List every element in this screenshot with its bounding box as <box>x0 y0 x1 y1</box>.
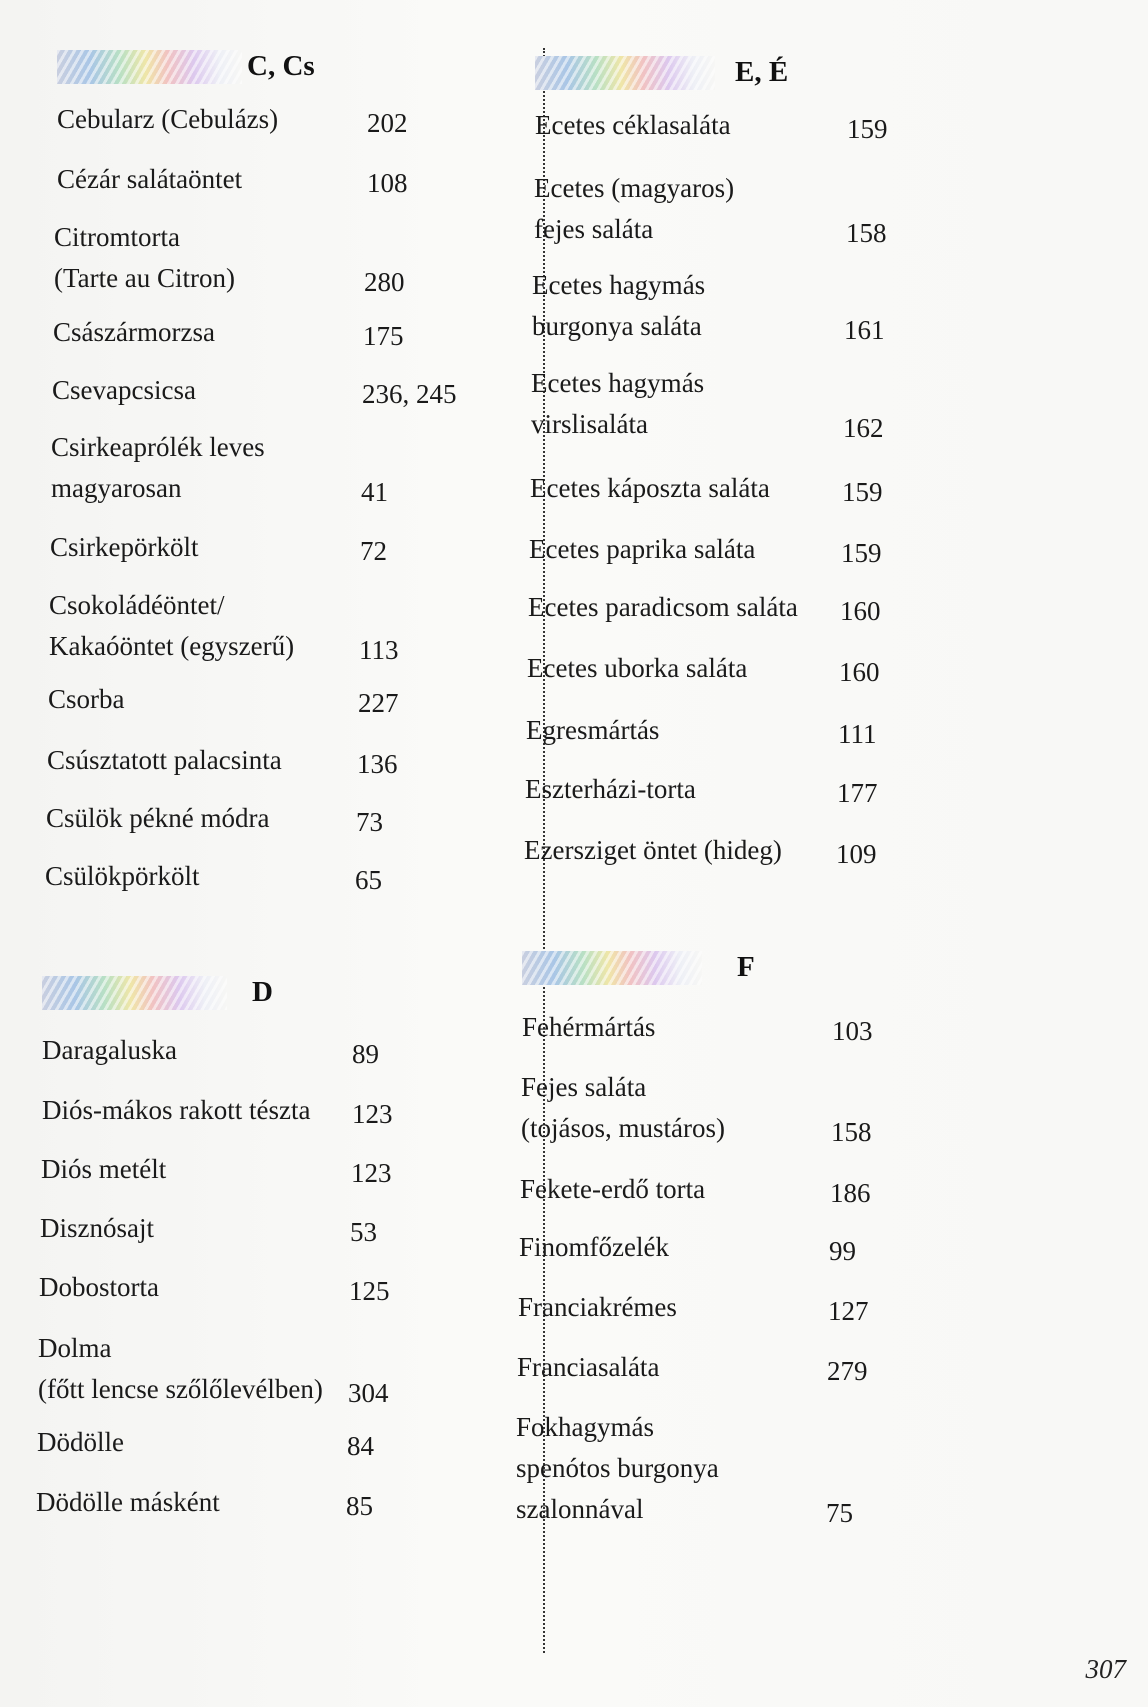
entry-name: Egresmártás <box>526 715 660 745</box>
entry-name: Finomfőzelék <box>519 1232 669 1262</box>
entry-name: Diós metélt <box>41 1154 167 1184</box>
index-entry <box>47 740 467 781</box>
entry-page-number: 75 <box>826 1498 853 1528</box>
entry-name: Csokoládéöntet/ <box>49 590 225 620</box>
entry-page-number: 65 <box>355 865 382 895</box>
entry-name: magyarosan <box>51 473 182 503</box>
entry-name: Fehérmártás <box>522 1012 656 1042</box>
entry-page-number: 73 <box>356 807 383 837</box>
entry-name: Franciakrémes <box>518 1292 677 1322</box>
index-entry <box>517 1347 937 1388</box>
entry-name: Fekete-erdő torta <box>520 1174 706 1204</box>
entry-page-number: 175 <box>363 321 404 351</box>
entry-name: Csirkeaprólék leves <box>51 432 265 462</box>
entry-page-number: 177 <box>837 778 878 808</box>
entry-page-number: 236, 245 <box>362 379 457 409</box>
entry-page-number: 160 <box>839 657 880 687</box>
section-letter: F <box>737 951 755 983</box>
entry-name: Cézár salátaöntet <box>57 164 243 194</box>
entry-name: szalonnával <box>516 1494 644 1524</box>
entry-page-number: 84 <box>347 1431 374 1461</box>
index-entry <box>525 769 947 810</box>
section-e <box>524 50 955 950</box>
index-entry <box>53 312 473 353</box>
entry-name: burgonya saláta <box>532 311 702 341</box>
entry-name: Dolma <box>38 1333 112 1363</box>
index-entry <box>520 1169 940 1210</box>
entry-name: Ecetes káposzta saláta <box>530 473 770 503</box>
entry-page-number: 111 <box>838 719 877 749</box>
entry-page-number: 279 <box>827 1356 868 1386</box>
section-letter: E, É <box>735 56 789 88</box>
entry-name: Diós-mákos rakott tészta <box>42 1095 311 1125</box>
page-number: 307 <box>1085 1654 1126 1684</box>
entry-page-number: 109 <box>836 839 877 869</box>
index-entry <box>535 105 957 146</box>
entry-page-number: 99 <box>829 1236 856 1266</box>
index-entry <box>37 1422 457 1463</box>
index-entry <box>529 529 951 570</box>
index-entry <box>518 1287 938 1328</box>
index-entry <box>516 1407 936 1530</box>
index-entry <box>41 1149 461 1190</box>
entry-name: Dödölle másként <box>36 1487 220 1517</box>
entry-name: Fokhagymás <box>516 1412 654 1442</box>
entry-page-number: 159 <box>847 114 888 144</box>
entry-page-number: 160 <box>840 596 881 626</box>
entry-page-number: 108 <box>367 168 408 198</box>
entry-name: (Tarte au Citron) <box>54 263 236 293</box>
entry-page-number: 159 <box>841 538 882 568</box>
entry-page-number: 162 <box>843 413 884 443</box>
entry-name: virslisaláta <box>531 409 648 439</box>
entry-name: Ecetes hagymás <box>531 368 705 398</box>
entry-name: Csirkepörkölt <box>50 532 199 562</box>
index-entry <box>522 1007 942 1048</box>
index-entry <box>524 830 946 871</box>
entry-page-number: 227 <box>358 688 399 718</box>
entry-page-number: 186 <box>830 1178 871 1208</box>
index-entry <box>38 1328 458 1410</box>
index-entry <box>532 265 954 347</box>
entry-name: Csülökpörkölt <box>45 861 200 891</box>
entry-page-number: 125 <box>349 1276 390 1306</box>
entry-name: Császármorzsa <box>53 317 215 347</box>
entry-name: Franciasaláta <box>517 1352 660 1382</box>
section-header <box>535 50 955 90</box>
entry-name: fejes saláta <box>534 214 654 244</box>
index-entry <box>45 856 465 897</box>
section-header-bar <box>522 951 702 985</box>
entry-name: (főtt lencse szőlőlevélben) <box>38 1374 323 1404</box>
entry-name: Csevapcsicsa <box>52 375 196 405</box>
entry-name: spenótos burgonya <box>516 1453 719 1483</box>
section-header <box>57 44 497 84</box>
entry-name: Dödölle <box>37 1427 124 1457</box>
entry-page-number: 136 <box>357 749 398 779</box>
entry-name: Fejes saláta <box>521 1072 647 1102</box>
index-entry <box>531 363 953 445</box>
index-entry <box>530 468 952 509</box>
entry-name: Disznósajt <box>40 1213 154 1243</box>
index-entry <box>48 679 468 720</box>
entry-page-number: 127 <box>828 1296 869 1326</box>
index-entry <box>527 648 949 689</box>
index-entry <box>40 1208 460 1249</box>
index-entry <box>51 427 471 509</box>
entry-name: (tojásos, mustáros) <box>521 1113 725 1143</box>
entry-page-number: 103 <box>832 1016 873 1046</box>
index-entry <box>46 798 466 839</box>
index-entry <box>42 1090 462 1131</box>
entry-page-number: 158 <box>831 1117 872 1147</box>
index-entry <box>526 710 948 751</box>
entry-name: Kakaóöntet (egyszerű) <box>49 631 295 661</box>
section-d <box>36 970 502 1670</box>
entry-page-number: 72 <box>360 536 387 566</box>
entry-page-number: 202 <box>367 108 408 138</box>
index-entry <box>39 1267 459 1308</box>
section-letter: C, Cs <box>247 50 315 82</box>
index-entry <box>534 168 956 250</box>
entry-name: Ecetes hagymás <box>532 270 706 300</box>
section-header <box>42 970 502 1010</box>
index-entry <box>42 1030 462 1071</box>
entry-page-number: 41 <box>361 477 388 507</box>
entry-name: Ecetes uborka saláta <box>527 653 748 683</box>
index-entry <box>528 587 950 628</box>
entry-name: Csülök pékné módra <box>46 803 270 833</box>
index-entry <box>54 217 474 299</box>
index-entry <box>57 159 477 200</box>
entry-name: Ecetes (magyaros) <box>534 173 735 203</box>
section-f <box>516 945 942 1665</box>
index-entry <box>52 370 472 411</box>
entry-page-number: 53 <box>350 1217 377 1247</box>
entry-page-number: 123 <box>351 1158 392 1188</box>
entry-name: Cebularz (Cebulázs) <box>57 104 279 134</box>
section-header-bar <box>535 56 715 90</box>
index-entry <box>49 585 469 667</box>
index-entry <box>519 1227 939 1268</box>
section-header-bar <box>42 976 227 1010</box>
entry-page-number: 158 <box>846 218 887 248</box>
index-entry <box>36 1482 456 1523</box>
entry-name: Ecetes paprika saláta <box>529 534 756 564</box>
entry-page-number: 89 <box>352 1039 379 1069</box>
entry-page-number: 113 <box>359 635 399 665</box>
entry-page-number: 280 <box>364 267 405 297</box>
entry-name: Csorba <box>48 684 125 714</box>
entry-page-number: 159 <box>842 477 883 507</box>
entry-page-number: 161 <box>844 315 885 345</box>
section-header <box>522 945 942 985</box>
entry-name: Citromtorta <box>54 222 180 252</box>
entry-name: Ecetes paradicsom saláta <box>528 592 798 622</box>
entry-page-number: 85 <box>346 1491 373 1521</box>
section-letter: D <box>252 976 273 1008</box>
index-entry <box>50 527 470 568</box>
entry-name: Daragaluska <box>42 1035 177 1065</box>
entry-name: Ecetes céklasaláta <box>535 110 731 140</box>
entry-page-number: 304 <box>348 1378 389 1408</box>
entry-name: Dobostorta <box>39 1272 159 1302</box>
section-c-cs <box>45 44 497 974</box>
section-header-bar <box>57 50 242 84</box>
entry-name: Csúsztatott palacsinta <box>47 745 282 775</box>
entry-name: Ezersziget öntet (hideg) <box>524 835 782 865</box>
index-entry <box>521 1067 941 1149</box>
entry-page-number: 123 <box>352 1099 393 1129</box>
entry-name: Eszterházi-torta <box>525 774 696 804</box>
index-entry <box>57 99 477 140</box>
